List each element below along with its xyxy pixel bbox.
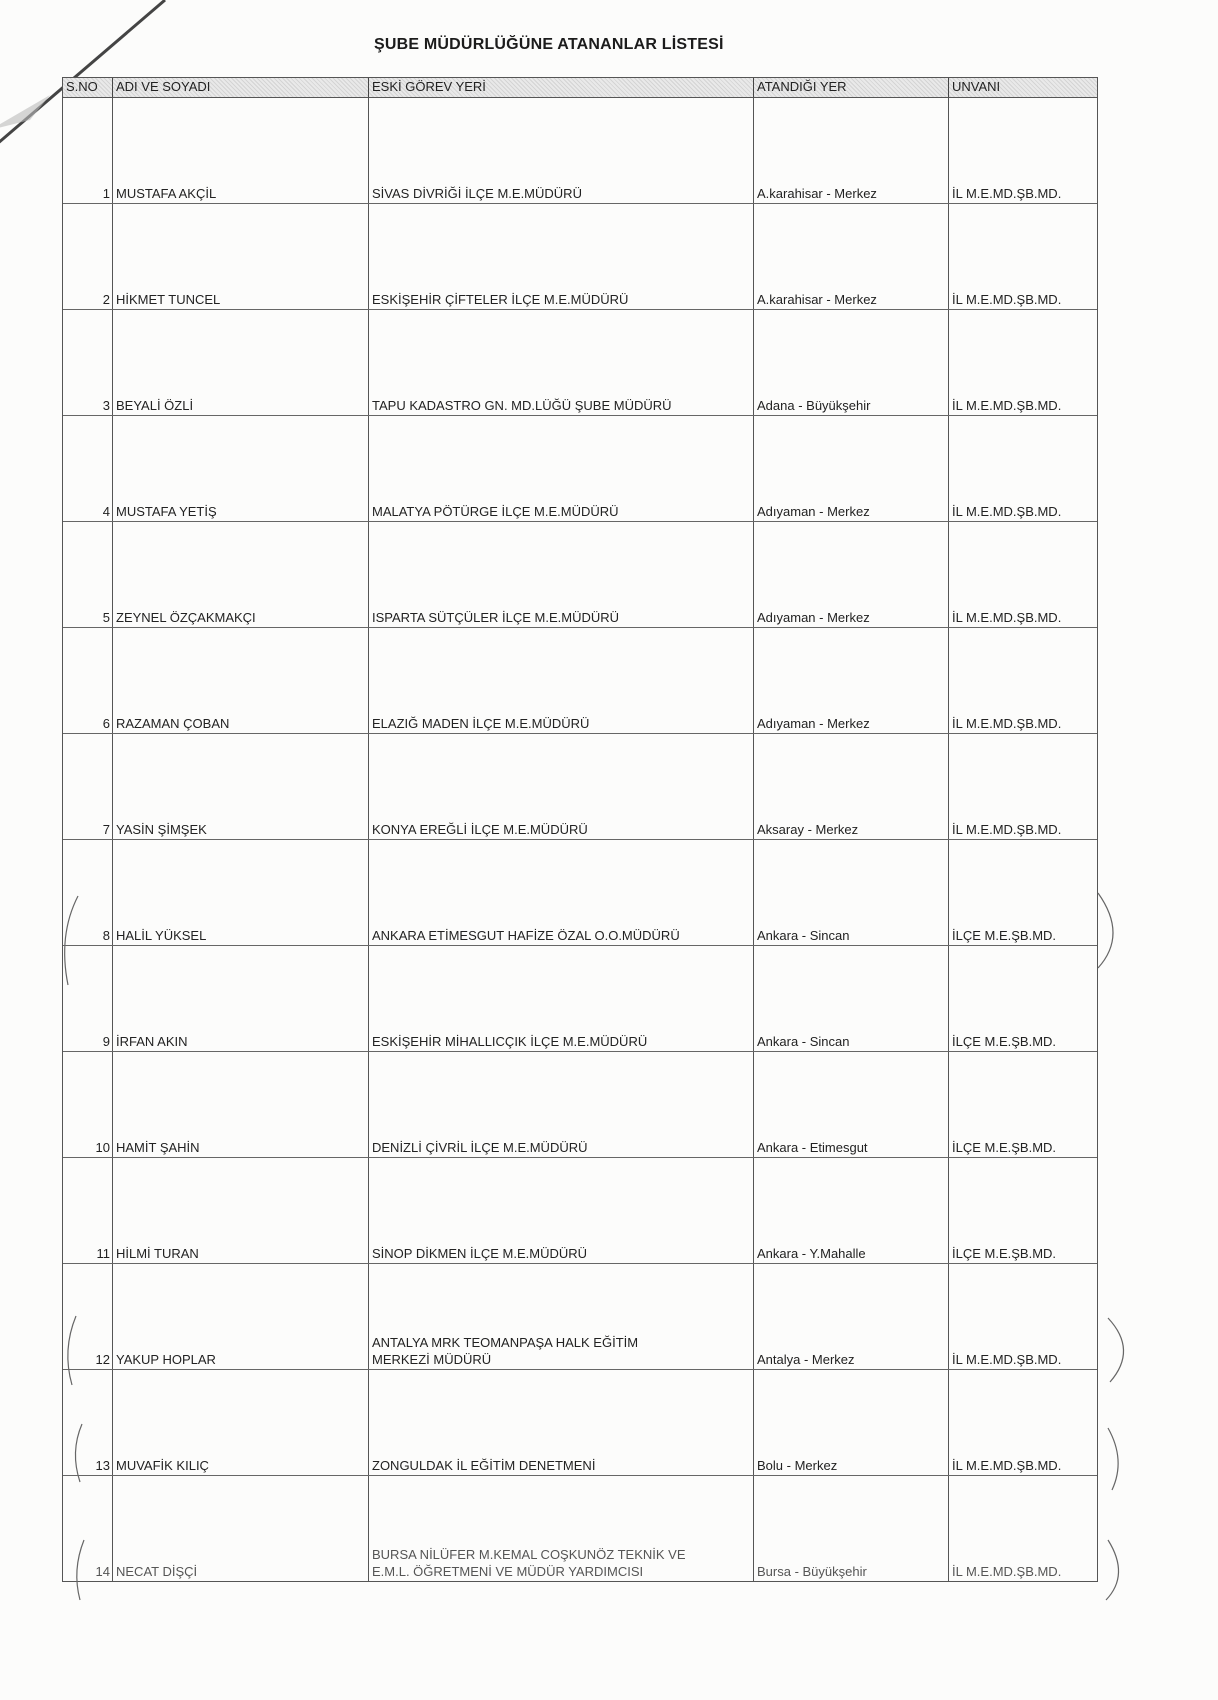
cell-assigned-place-text: Ankara - Etimesgut xyxy=(757,1140,868,1155)
table-row xyxy=(63,1158,1097,1264)
cell-title-text: İL M.E.MD.ŞB.MD. xyxy=(952,186,1062,201)
cell-assigned-place-text: Bursa - Büyükşehir xyxy=(757,1564,867,1579)
cell-sno xyxy=(63,628,113,733)
cell-assigned-place xyxy=(754,310,949,415)
cell-old-post xyxy=(369,1476,754,1581)
cell-old-post-text: KONYA EREĞLİ İLÇE M.E.MÜDÜRÜ xyxy=(372,822,588,837)
cell-sno-text: 1 xyxy=(102,186,110,201)
cell-sno xyxy=(63,1264,113,1369)
cell-old-post xyxy=(369,1264,754,1369)
cell-title-text: İL M.E.MD.ŞB.MD. xyxy=(952,292,1062,307)
cell-title-text: İLÇE M.E.ŞB.MD. xyxy=(952,928,1057,943)
cell-sno xyxy=(63,946,113,1051)
cell-name xyxy=(113,1476,369,1581)
cell-title xyxy=(949,522,1097,627)
cell-name-text: YASİN ŞİMŞEK xyxy=(116,822,207,837)
cell-name-text: MUVAFİK KILIÇ xyxy=(116,1458,209,1473)
cell-sno-text: 14 xyxy=(95,1564,110,1579)
cell-old-post-text: SİNOP DİKMEN İLÇE M.E.MÜDÜRÜ xyxy=(372,1246,588,1261)
cell-assigned-place xyxy=(754,416,949,521)
cell-sno-text: 8 xyxy=(102,928,110,943)
cell-old-post-text: ESKİŞEHİR ÇİFTELER İLÇE M.E.MÜDÜRÜ xyxy=(372,292,629,307)
cell-assigned-place-text: Bolu - Merkez xyxy=(757,1458,838,1473)
cell-old-post xyxy=(369,946,754,1051)
cell-old-post xyxy=(369,522,754,627)
cell-old-post-text: DENİZLİ ÇİVRİL İLÇE M.E.MÜDÜRÜ xyxy=(372,1140,588,1155)
cell-assigned-place xyxy=(754,734,949,839)
cell-assigned-place-text: Adıyaman - Merkez xyxy=(757,610,870,625)
cell-sno-text: 4 xyxy=(102,504,110,519)
cell-old-post-text: TAPU KADASTRO GN. MD.LÜĞÜ ŞUBE MÜDÜRÜ xyxy=(372,398,672,413)
table-row xyxy=(63,204,1097,310)
table-row xyxy=(63,1370,1097,1476)
cell-assigned-place xyxy=(754,1158,949,1263)
table-row xyxy=(63,840,1097,946)
cell-name xyxy=(113,628,369,733)
cell-title-text: İL M.E.MD.ŞB.MD. xyxy=(952,1564,1062,1579)
table-row xyxy=(63,416,1097,522)
cell-sno xyxy=(63,1052,113,1157)
cell-title xyxy=(949,1370,1097,1475)
cell-title xyxy=(949,946,1097,1051)
cell-name-text: BEYALİ ÖZLİ xyxy=(116,398,194,413)
cell-title-text: İL M.E.MD.ŞB.MD. xyxy=(952,822,1062,837)
cell-name-text: İRFAN AKIN xyxy=(116,1034,188,1049)
cell-name xyxy=(113,1158,369,1263)
cell-title-text: İL M.E.MD.ŞB.MD. xyxy=(952,398,1062,413)
table-row xyxy=(63,1264,1097,1370)
cell-assigned-place-text: A.karahisar - Merkez xyxy=(757,292,877,307)
cell-sno xyxy=(63,416,113,521)
cell-assigned-place-text: Ankara - Sincan xyxy=(757,1034,850,1049)
cell-name xyxy=(113,1370,369,1475)
appointment-table xyxy=(62,77,1098,1582)
cell-sno-text: 2 xyxy=(102,292,110,307)
cell-sno-text: 12 xyxy=(95,1352,110,1367)
cell-assigned-place xyxy=(754,1264,949,1369)
cell-title xyxy=(949,1052,1097,1157)
header-title: UNVANI xyxy=(952,79,1001,94)
cell-name xyxy=(113,416,369,521)
cell-assigned-place-text: Ankara - Sincan xyxy=(757,928,850,943)
cell-name xyxy=(113,734,369,839)
cell-assigned-place-text: Aksaray - Merkez xyxy=(757,822,859,837)
cell-name-text: MUSTAFA YETİŞ xyxy=(116,504,217,519)
cell-sno-text: 11 xyxy=(96,1246,110,1261)
cell-name xyxy=(113,522,369,627)
cell-sno xyxy=(63,98,113,203)
cell-name-text: NECAT DİŞÇİ xyxy=(116,1564,198,1579)
cell-title xyxy=(949,310,1097,415)
cell-name xyxy=(113,98,369,203)
cell-old-post-text: ANTALYA MRK TEOMANPAŞA HALK EĞİTİM MERKEZİ MÜDÜRÜ xyxy=(372,1335,639,1367)
cell-old-post xyxy=(369,310,754,415)
cell-title xyxy=(949,734,1097,839)
cell-assigned-place xyxy=(754,204,949,309)
cell-assigned-place xyxy=(754,1370,949,1475)
cell-sno-text: 9 xyxy=(102,1034,110,1049)
cell-assigned-place-text: Adıyaman - Merkez xyxy=(757,504,870,519)
table-row xyxy=(63,1052,1097,1158)
cell-old-post-text: ELAZIĞ MADEN İLÇE M.E.MÜDÜRÜ xyxy=(372,716,590,731)
cell-old-post xyxy=(369,734,754,839)
cell-sno xyxy=(63,840,113,945)
table-row xyxy=(63,522,1097,628)
cell-old-post xyxy=(369,1370,754,1475)
cell-name xyxy=(113,1052,369,1157)
cell-sno xyxy=(63,522,113,627)
cell-old-post-text: ESKİŞEHİR MİHALLICÇIK İLÇE M.E.MÜDÜRÜ xyxy=(372,1034,648,1049)
cell-title xyxy=(949,840,1097,945)
cell-title-text: İL M.E.MD.ŞB.MD. xyxy=(952,716,1062,731)
cell-title xyxy=(949,98,1097,203)
cell-assigned-place xyxy=(754,522,949,627)
cell-sno-text: 7 xyxy=(102,822,110,837)
header-assigned-place: ATANDIĞI YER xyxy=(754,78,949,97)
cell-title-text: İLÇE M.E.ŞB.MD. xyxy=(952,1246,1057,1261)
cell-old-post-text: MALATYA PÖTÜRGE İLÇE M.E.MÜDÜRÜ xyxy=(372,504,619,519)
cell-sno-text: 10 xyxy=(95,1140,110,1155)
cell-assigned-place xyxy=(754,946,949,1051)
cell-title xyxy=(949,416,1097,521)
cell-title-text: İL M.E.MD.ŞB.MD. xyxy=(952,504,1062,519)
table-header xyxy=(63,78,1097,98)
cell-old-post-text: SİVAS DİVRİĞİ İLÇE M.E.MÜDÜRÜ xyxy=(372,186,582,201)
cell-title xyxy=(949,628,1097,733)
page-title: ŞUBE MÜDÜRLÜĞÜNE ATANANLAR LİSTESİ xyxy=(374,36,724,53)
cell-old-post xyxy=(369,416,754,521)
table-row xyxy=(63,98,1097,204)
cell-name xyxy=(113,204,369,309)
cell-assigned-place xyxy=(754,840,949,945)
table-row xyxy=(63,1476,1097,1581)
cell-old-post-text: ISPARTA SÜTÇÜLER İLÇE M.E.MÜDÜRÜ xyxy=(372,610,620,625)
cell-sno xyxy=(63,1158,113,1263)
cell-old-post-text: ANKARA ETİMESGUT HAFİZE ÖZAL O.O.MÜDÜRÜ xyxy=(372,928,680,943)
cell-title xyxy=(949,204,1097,309)
table-row xyxy=(63,946,1097,1052)
cell-title-text: İL M.E.MD.ŞB.MD. xyxy=(952,610,1062,625)
table-row xyxy=(63,734,1097,840)
cell-old-post xyxy=(369,98,754,203)
header-name: ADI VE SOYADI xyxy=(113,78,369,97)
cell-old-post-text: BURSA NİLÜFER M.KEMAL COŞKUNÖZ TEKNİK VE E.M.L. ÖĞRETMENİ VE MÜDÜR YARDIMCISI xyxy=(372,1547,686,1579)
cell-old-post xyxy=(369,204,754,309)
cell-name-text: RAZAMAN ÇOBAN xyxy=(116,716,230,731)
cell-name-text: HİKMET TUNCEL xyxy=(116,292,221,307)
cell-name-text: HİLMİ TURAN xyxy=(116,1246,199,1261)
cell-old-post xyxy=(369,1158,754,1263)
cell-name-text: MUSTAFA AKÇİL xyxy=(116,186,217,201)
cell-name-text: HALİL YÜKSEL xyxy=(116,928,207,943)
cell-sno-text: 5 xyxy=(102,610,110,625)
cell-name xyxy=(113,840,369,945)
cell-assigned-place-text: A.karahisar - Merkez xyxy=(757,186,877,201)
cell-sno xyxy=(63,204,113,309)
cell-assigned-place-text: Adıyaman - Merkez xyxy=(757,716,870,731)
cell-name-text: YAKUP HOPLAR xyxy=(116,1352,216,1367)
cell-name-text: ZEYNEL ÖZÇAKMAKÇI xyxy=(116,610,256,625)
cell-title xyxy=(949,1158,1097,1263)
cell-sno xyxy=(63,310,113,415)
cell-sno-text: 13 xyxy=(95,1458,110,1473)
cell-name xyxy=(113,946,369,1051)
cell-assigned-place-text: Ankara - Y.Mahalle xyxy=(757,1246,866,1261)
cell-assigned-place xyxy=(754,628,949,733)
cell-sno-text: 6 xyxy=(102,716,110,731)
table-row xyxy=(63,310,1097,416)
cell-old-post xyxy=(369,628,754,733)
cell-assigned-place-text: Adana - Büyükşehir xyxy=(757,398,871,413)
cell-old-post xyxy=(369,1052,754,1157)
cell-old-post xyxy=(369,840,754,945)
cell-assigned-place xyxy=(754,1052,949,1157)
cell-title-text: İLÇE M.E.ŞB.MD. xyxy=(952,1034,1057,1049)
cell-name xyxy=(113,310,369,415)
cell-assigned-place xyxy=(754,98,949,203)
cell-title-text: İL M.E.MD.ŞB.MD. xyxy=(952,1352,1062,1367)
cell-sno xyxy=(63,734,113,839)
cell-assigned-place xyxy=(754,1476,949,1581)
header-old-post: ESKİ GÖREV YERİ xyxy=(369,78,754,97)
cell-title-text: İL M.E.MD.ŞB.MD. xyxy=(952,1458,1062,1473)
cell-name-text: HAMİT ŞAHİN xyxy=(116,1140,200,1155)
header-sno: S.NO xyxy=(63,78,113,97)
cell-title-text: İLÇE M.E.ŞB.MD. xyxy=(952,1140,1057,1155)
cell-old-post-text: ZONGULDAK İL EĞİTİM DENETMENİ xyxy=(372,1458,596,1473)
cell-sno xyxy=(63,1370,113,1475)
cell-title xyxy=(949,1476,1097,1581)
cell-name xyxy=(113,1264,369,1369)
cell-sno xyxy=(63,1476,113,1581)
cell-sno-text: 3 xyxy=(102,398,110,413)
cell-assigned-place-text: Antalya - Merkez xyxy=(757,1352,855,1367)
table-row xyxy=(63,628,1097,734)
cell-title xyxy=(949,1264,1097,1369)
